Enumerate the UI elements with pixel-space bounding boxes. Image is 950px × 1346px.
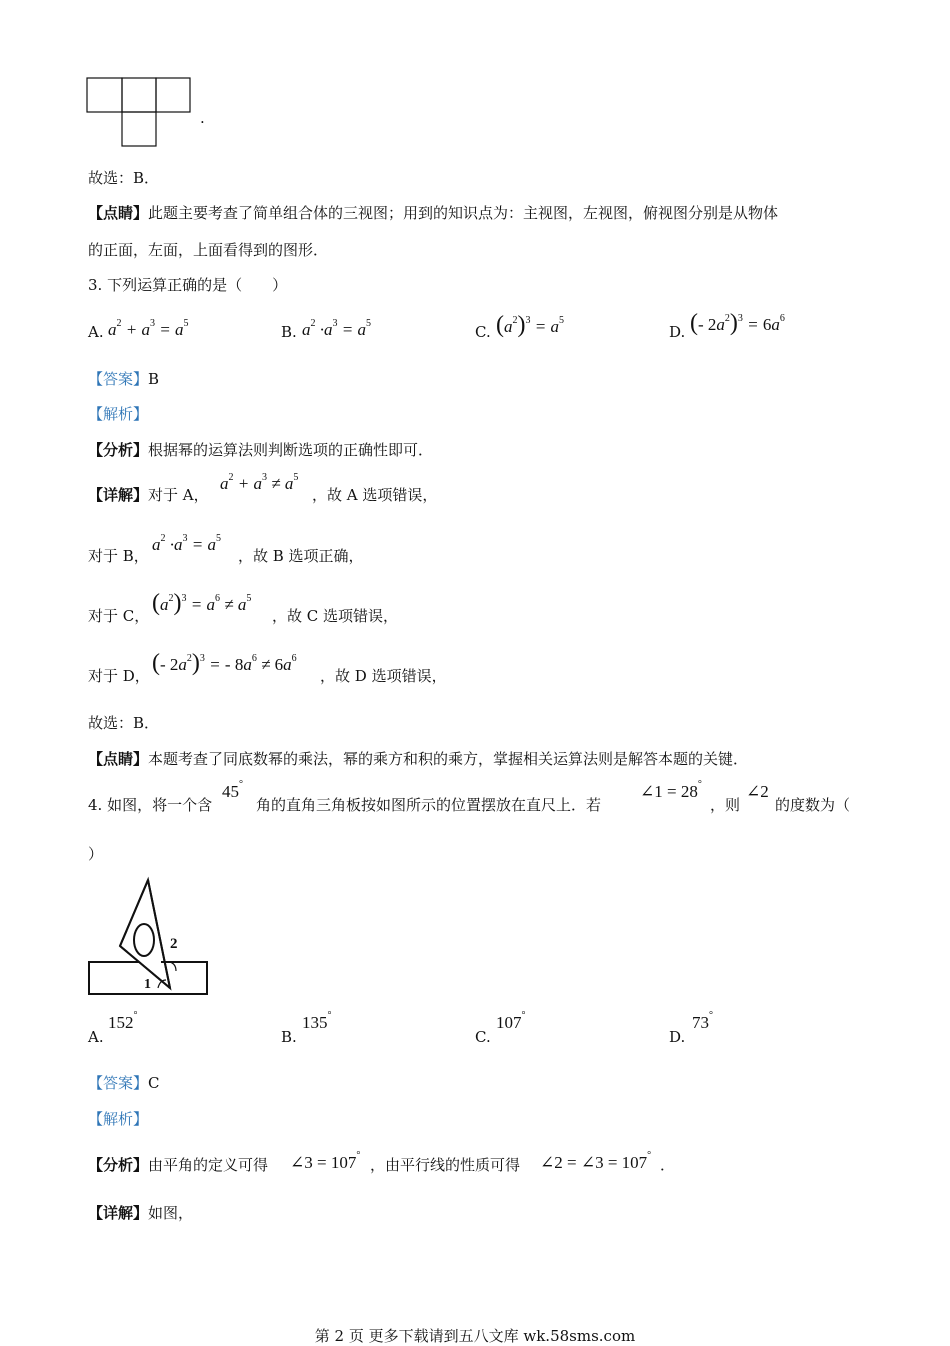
q4-option-a-value: 152°: [108, 1010, 138, 1032]
q4-option-d: D.: [669, 1028, 686, 1046]
q4-stem-1: 4. 如图，将一个含: [88, 796, 213, 814]
q3-choice: 故选：B．: [88, 714, 160, 732]
q3-detail-a-post: ，故 A 选项错误，: [312, 486, 438, 504]
q3-detail-d-post: ，故 D 选项错误，: [320, 667, 447, 685]
q4-fenxi: 【分析】由平角的定义可得: [88, 1156, 269, 1174]
q3-detail-c-post: ，故 C 选项错误，: [272, 607, 399, 625]
q3-option-d: D.: [669, 323, 686, 341]
q3-detail-b-post: ，故 B 选项正确，: [238, 547, 364, 565]
page-footer: 第 2 页 更多下载请到五八文库 wk.58sms.com: [314, 1327, 636, 1345]
q4-fenxi-2: ，由平行线的性质可得: [370, 1156, 521, 1174]
triangle-shape: [120, 880, 170, 988]
q3-answer: 【答案】B: [88, 370, 160, 388]
q4-stem-5: ）: [88, 845, 104, 863]
q3-detail-b-formula: $a^2 \cdot a^3 = a^5$: [152, 533, 221, 554]
q3-option-d-formula: (- $2a^2)^3 = 6a^6$: [690, 310, 785, 336]
figure-period: .: [200, 109, 205, 127]
q4-option-d-value: 73°: [692, 1010, 713, 1032]
q3-option-c: C.: [475, 323, 491, 341]
prev-comment-line2: 的正面，左面，上面看得到的图形．: [88, 241, 329, 259]
q4-condition: ∠1 = 28°: [640, 779, 702, 801]
q4-analysis-tag: 【解析】: [88, 1110, 149, 1128]
q3-fenxi: 【分析】根据幂的运算法则判断选项的正确性即可．: [88, 441, 434, 459]
top-view-figure: [86, 76, 194, 150]
q4-answer: 【答案】C: [88, 1074, 160, 1092]
q3-detail-a-formula: $a^2 + a^3 \ne a^5$: [220, 472, 299, 493]
angle-label-2: 2: [170, 936, 178, 952]
q3-option-b-formula: $a^2 \cdot a^3 = a^5$: [302, 318, 371, 339]
q3-detail-d-formula: (- $2a^2)^3$ = - $8a^6 \ne 6a^6$: [152, 650, 297, 676]
q3-stem: 3. 下列运算正确的是（ ）: [88, 276, 288, 294]
q3-detail-d-pre: 对于 D，: [88, 667, 150, 685]
q4-option-b-value: 135°: [302, 1010, 332, 1032]
q4-ask-angle: ∠2: [746, 782, 769, 801]
q3-analysis-tag: 【解析】: [88, 405, 149, 423]
q4-detail: 【详解】如图，: [88, 1204, 194, 1222]
q3-option-a: A.: [88, 323, 104, 341]
q4-option-a: A.: [88, 1028, 104, 1046]
q4-stem-2: 角的直角三角板按如图所示的位置摆放在直尺上．若: [256, 796, 602, 814]
q3-detail-a: 【详解】对于 A，: [88, 486, 209, 504]
q4-angle-45: 45°: [222, 779, 243, 801]
q4-fenxi-3: ．: [660, 1156, 676, 1174]
q4-fenxi-formula-2: ∠2 = ∠3 = 107°: [540, 1150, 652, 1172]
q4-option-b: B.: [281, 1028, 297, 1046]
prev-comment-line1: 【点睛】此题主要考查了简单组合体的三视图；用到的知识点为：主视图，左视图，俯视图分别是从物体: [88, 204, 779, 222]
q3-detail-c-pre: 对于 C，: [88, 607, 150, 625]
q3-option-c-formula: $(a^2)^3 = a^5$: [496, 312, 564, 338]
q3-option-b: B.: [281, 323, 297, 341]
q4-fenxi-formula-1: ∠3 = 107°: [290, 1150, 361, 1172]
ruler-triangle-figure: [86, 876, 212, 998]
q4-option-c: C.: [475, 1028, 491, 1046]
angle-label-1: 1: [144, 977, 151, 992]
q3-detail-b-pre: 对于 B，: [88, 547, 149, 565]
q4-stem-3: ，则: [710, 796, 741, 814]
q4-option-c-value: 107°: [496, 1010, 526, 1032]
q3-option-a-formula: $a^2 + a^3 = a^5$: [108, 318, 189, 339]
q3-comment: 【点睛】本题考查了同底数幂的乘法，幂的乘方和积的乘方，掌握相关运算法则是解答本题的关键．: [88, 750, 749, 768]
prev-choice: 故选：B．: [88, 169, 160, 187]
q4-stem-4: 的度数为（: [775, 796, 851, 814]
q3-detail-c-formula: $(a^2)^3 = a^6 \ne a^5$: [152, 590, 252, 616]
